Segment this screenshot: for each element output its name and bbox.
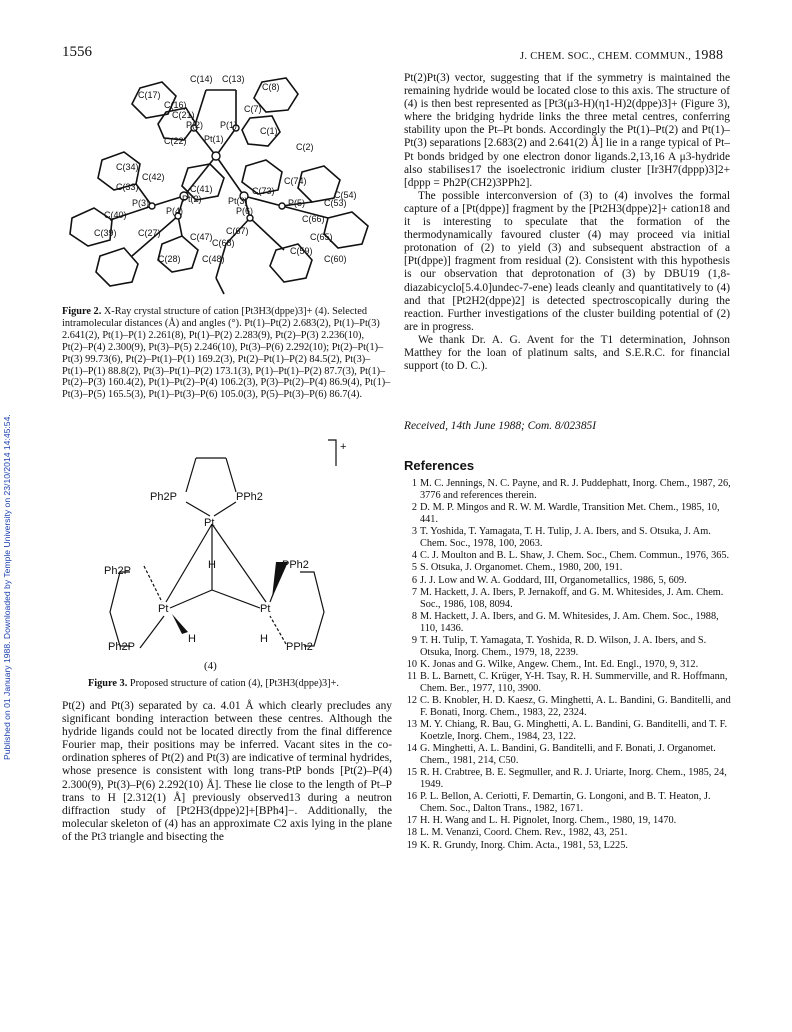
atom-label: C(14) <box>190 74 213 84</box>
reference-text: K. Jonas and G. Wilke, Angew. Chem., Int. Ed. Engl., 1970, 9, 312. <box>420 658 699 670</box>
reference-number: 5 <box>411 562 417 574</box>
reference-text: J. J. Low and W. A. Goddard, III, Organometallics, 1986, 5, 609. <box>420 574 687 586</box>
reference-text: M. C. Jennings, N. C. Payne, and R. J. Puddephatt, Inorg. Chem., 1987, 26, 3776 and references therein. <box>420 478 731 501</box>
reference-number: 7 <box>411 586 417 598</box>
reference-text: C. B. Knobler, H. D. Kaesz, G. Minghetti, A. L. Bandini, G. Banditelli, and F. Bonati, Inorg. Chem., 1983, 22, 2324. <box>420 695 731 718</box>
phosphine-label: PPh2 <box>286 641 313 653</box>
body-paragraph: Pt(2)Pt(3) vector, suggesting that if the symmetry is maintained the remaining hydride would be located close to this axis. The structure of (4) is then best represented as [Pt3(μ3-H)(η1-H)2(dppe)3]+ (Figure 3), where the bridging hydride links the three metal centres, conferring stability upon the Pt–Pt bonds. Accordingly the Pt(1)–Pt(2) and Pt(1)–Pt(3) separations [2.683(2) and 2.641(2) Å] lie in a range typical of Pt–Pt bonds bridged by one electron donor ligands.2,13,16 A μ3-hydride also stabilises17 the isoelectronic iridium cluster [Ir3H7(dppp)3]2+ [dppp = Ph2P(CH2)3PPh2]. <box>404 72 730 189</box>
reference-number: 2 <box>411 502 417 513</box>
reference-item <box>404 695 734 718</box>
hydride-label: H <box>260 633 268 645</box>
reference-number: 18 <box>406 827 417 839</box>
reference-text: D. M. P. Mingos and R. W. M. Wardle, Transition Met. Chem., 1985, 10, 441. <box>420 502 720 525</box>
atom-label: C(74) <box>284 176 307 186</box>
atom-label: C(59) <box>290 246 313 256</box>
atom-label: P(2) <box>186 120 204 130</box>
reference-text: H. H. Wang and L. H. Pignolet, Inorg. Chem., 1980, 19, 1470. <box>420 815 677 827</box>
atom-label: C(60) <box>324 254 347 264</box>
hydride-label: H <box>208 559 216 571</box>
figure-3-caption-label: Figure 3. <box>88 678 128 689</box>
atom-label: C(34) <box>116 162 139 172</box>
reference-number: 6 <box>411 574 417 586</box>
atom-label: C(65) <box>310 232 333 242</box>
atom-label: Pt(2) <box>182 194 202 204</box>
reference-text: M. Hackett, J. A. Ibers, P. Jernakoff, and G. M. Whitesides, J. Am. Chem. Soc., 1986, 108, 8094. <box>420 586 724 610</box>
journal-year: 1988 <box>694 48 724 63</box>
reference-text: L. M. Venanzi, Coord. Chem. Rev., 1982, 43, 251. <box>420 827 628 839</box>
reference-number: 8 <box>411 610 417 622</box>
atom-label: C(33) <box>116 182 139 192</box>
reference-list <box>404 478 734 852</box>
figure-2-caption-label: Figure 2. <box>62 306 102 317</box>
reference-text: P. L. Bellon, A. Ceriotti, F. Demartin, G. Longoni, and B. T. Heaton, J. Chem. Soc., Dalton Trans., 1982, 1671. <box>420 791 711 814</box>
reference-item <box>404 840 734 852</box>
phosphine-label: PPh2 <box>282 559 309 571</box>
platinum-label: Pt <box>158 603 169 615</box>
reference-number: 16 <box>406 791 417 803</box>
reference-item <box>404 659 734 671</box>
atom-label: P(6) <box>236 206 254 216</box>
reference-number: 12 <box>406 695 417 707</box>
reference-number: 9 <box>411 634 417 646</box>
right-body-text <box>404 72 730 373</box>
reference-text: C. J. Moulton and B. L. Shaw, J. Chem. Soc., Chem. Commun., 1976, 365. <box>420 550 730 561</box>
phosphine-label: Ph2P <box>108 641 135 653</box>
figure-3-structure <box>100 436 360 653</box>
atom-label: C(40) <box>104 210 127 220</box>
reference-text: K. R. Grundy, Inorg. Chim. Acta., 1981, 53, L225. <box>420 839 628 851</box>
reference-number: 11 <box>407 671 417 683</box>
atom-label: C(16) <box>164 100 187 110</box>
reference-item <box>404 791 734 814</box>
reference-text: T. H. Tulip, T. Yamagata, T. Yoshida, R. D. Wilson, J. A. Ibers, and S. Otsuka, Inorg. Chem., 1979, 18, 2239. <box>420 634 707 658</box>
running-head <box>520 48 723 64</box>
atom-label: C(21) <box>172 110 195 120</box>
atom-label: C(66) <box>302 214 325 224</box>
crystal-structure-drawing <box>66 68 396 300</box>
atom-label: C(54) <box>334 190 357 200</box>
platinum-label: Pt <box>204 517 215 529</box>
atom-label: C(53) <box>324 198 347 208</box>
reference-item <box>404 671 734 694</box>
atom-label: C(41) <box>190 184 213 194</box>
figure-2-caption <box>62 306 392 401</box>
atom-label: C(39) <box>94 228 117 238</box>
reference-number: 1 <box>411 478 417 489</box>
reference-text: M. Hackett, J. A. Ibers, and G. M. Whitesides, J. Am. Chem. Soc., 1988, 110, 1436. <box>420 610 719 634</box>
reference-number: 4 <box>411 550 417 561</box>
atom-label: P(5) <box>288 198 306 208</box>
body-paragraph: The possible interconversion of (3) to (4) involves the formal capture of a [Pt(dppe)] fragment by the [Pt2H3(dppe)2]+ cation18 and it is interesting to speculate that the formation of the thermodynamically favoured cluster (4) may proceed via initial protonation of (2) to yield (3) and subsequent abstraction of a [Pt(dppe)] fragment from residual (2). Consistent with this hypothesis is our observation that deprotonation of (3) by DBU19 (1,8-diazabicyclo[5.4.0]undec-7-ene) leads cleanly and quantitatively to (4) and that [Pt2H2(dppe)2] is detected spectroscopically during the reaction. Further investigations of the cluster building potential of (2) are in progress. <box>404 189 730 333</box>
reference-number: 14 <box>406 743 417 755</box>
download-notice-text: Published on 01 January 1988. Downloaded by Temple University on 23/10/2014 14:45:54. <box>2 414 12 760</box>
reference-text: G. Minghetti, A. L. Bandini, G. Banditelli, and F. Bonati, J. Organomet. Chem., 1981, 214, C50. <box>420 743 716 766</box>
reference-text: T. Yoshida, T. Yamagata, T. H. Tulip, J. A. Ibers, and S. Otsuka, J. Am. Chem. Soc., 1978, 100, 2063. <box>420 526 711 549</box>
download-notice <box>2 200 16 760</box>
reference-item <box>404 719 734 742</box>
phosphine-label: PPh2 <box>236 491 263 503</box>
reference-item <box>404 827 734 839</box>
reference-number: 3 <box>411 526 417 537</box>
atom-label: C(73) <box>252 186 275 196</box>
compound-label: (4) <box>204 660 217 672</box>
atom-label: Pt(3) <box>228 196 248 206</box>
phosphine-label: Ph2P <box>150 491 177 503</box>
platinum-label: Pt <box>260 603 271 615</box>
reference-item <box>404 575 734 587</box>
journal-name: J. CHEM. SOC., CHEM. COMMUN., <box>520 51 692 62</box>
figure-3-caption <box>88 678 388 689</box>
atom-label: C(67) <box>226 226 249 236</box>
reference-item <box>404 743 734 766</box>
body-paragraph: Pt(2) and Pt(3) separated by ca. 4.01 Å which clearly precludes any significant bonding interaction between these centres. Although the hydride ligands could not be located directly from the final difference Fourier map, their positions may be inferred. Vacant sites in the co-ordination spheres of Pt(2) and Pt(3) are indicative of terminal hydrides, whose presence is consistent with long trans-PtP bonds [Pt(2)–P(4) 2.300(9), Pt(3)–P(6) 2.292(10) Å]. These lie close to the length of Pt–P trans to H [2.312(1) Å] previously observed13 during a neutron diffraction study of [Pt2H3(dppe)2]+[BPh4]−. Additionally, the molecular skeleton of (4) has an approximate C2 axis lying in the plane of the Pt3 triangle and bisecting the <box>62 700 392 843</box>
reference-item <box>404 550 734 562</box>
phosphine-label: Ph2P <box>104 565 131 577</box>
atom-label: C(48) <box>202 254 225 264</box>
reference-text: M. Y. Chiang, R. Bau, G. Minghetti, A. L. Bandini, G. Banditelli, and T. F. Koetzle, Inorg. Chem., 1984, 23, 122. <box>420 719 728 742</box>
atom-label: C(2) <box>296 142 314 152</box>
reference-item <box>404 815 734 827</box>
figure-2-caption-text: X-Ray crystal structure of cation [Pt3H3(dppe)3]+ (4). Selected intramolecular distances (Å) and angles (°). Pt(1)–Pt(2) 2.683(2), Pt(1)–Pt(3) 2.641(2), Pt(1)–P(1) 2.261(8), Pt(1)–P(2) 2.283(9), Pt(2)–P(3) 2.236(10), Pt(2)–P(4) 2.300(9), Pt(3)–P(5) 2.246(10), Pt(3)–P(6) 2.292(10); Pt(2)–Pt(1)–Pt(3) 99.73(6), Pt(2)–Pt(1)–P(1) 169.2(3), Pt(2)–Pt(1)–P(2) 84.5(2), Pt(3)–Pt(1)–P(1) 88.8(2), Pt(3)–Pt(1)–P(2) 173.1(3), P(1)–Pt(1)–P(2) 87.7(3), Pt(1)–Pt(2)–P(3) 160.4(2), Pt(1)–Pt(2)–P(4) 106.2(3), P(3)–Pt(2)–P(4) 86.9(4), Pt(1)–Pt(3)–P(5) 165.5(3), Pt(1)–Pt(3)–P(6) 105.0(3), P(5)–Pt(3)–P(6) 86.7(4). <box>62 306 391 401</box>
atom-label: C(17) <box>138 90 161 100</box>
reference-item <box>404 526 734 549</box>
reference-item <box>404 767 734 790</box>
charge-sign: + <box>340 441 347 453</box>
atom-label: C(22) <box>164 136 187 146</box>
atom-label: C(68) <box>212 238 235 248</box>
reference-text: S. Otsuka, J. Organomet. Chem., 1980, 200, 191. <box>420 562 623 574</box>
atom-label: C(27) <box>138 228 161 238</box>
reference-text: R. H. Crabtree, B. E. Segmuller, and R. J. Uriarte, Inorg. Chem., 1985, 24, 1949. <box>420 767 727 790</box>
reference-text: B. L. Barnett, C. Krüger, Y-H. Tsay, R. H. Summerville, and R. Hoffmann, Chem. Ber., 1977, 110, 3900. <box>420 671 728 694</box>
reference-number: 13 <box>406 719 417 731</box>
atom-label: C(13) <box>222 74 245 84</box>
atom-label: P(4) <box>166 206 184 216</box>
atom-label: P(1) <box>220 120 238 130</box>
hydride-label: H <box>188 633 196 645</box>
left-body-text <box>62 700 392 844</box>
reference-item <box>404 562 734 574</box>
reference-number: 19 <box>406 839 417 851</box>
atom-label: C(42) <box>142 172 165 182</box>
page-number: 1556 <box>62 44 92 60</box>
atom-label: C(47) <box>190 232 213 242</box>
references-heading: References <box>404 458 475 473</box>
atom-label: C(7) <box>244 104 262 114</box>
reference-number: 10 <box>406 658 417 670</box>
reference-item <box>404 502 734 525</box>
acknowledgements: We thank Dr. A. G. Avent for the T1 determination, Johnson Matthey for the loan of platinum salts, and S.E.R.C. for financial support (to D. C.). <box>404 333 730 373</box>
received-date: Received, 14th June 1988; Com. 8/02385I <box>404 420 597 432</box>
figure-3-caption-text: Proposed structure of cation (4), [Pt3H3(dppe)3]+. <box>127 678 339 689</box>
figure-2-structure <box>66 68 396 300</box>
reference-item <box>404 587 734 610</box>
proposed-structure-drawing <box>100 436 360 653</box>
atom-label: C(28) <box>158 254 181 264</box>
reference-item <box>404 611 734 634</box>
reference-item <box>404 635 734 658</box>
reference-number: 17 <box>406 815 417 827</box>
reference-number: 15 <box>406 767 417 779</box>
atom-label: C(8) <box>262 82 280 92</box>
reference-item <box>404 478 734 501</box>
atom-label: P(3) <box>132 198 150 208</box>
atom-label: C(1) <box>260 126 278 136</box>
atom-label: Pt(1) <box>204 134 224 144</box>
